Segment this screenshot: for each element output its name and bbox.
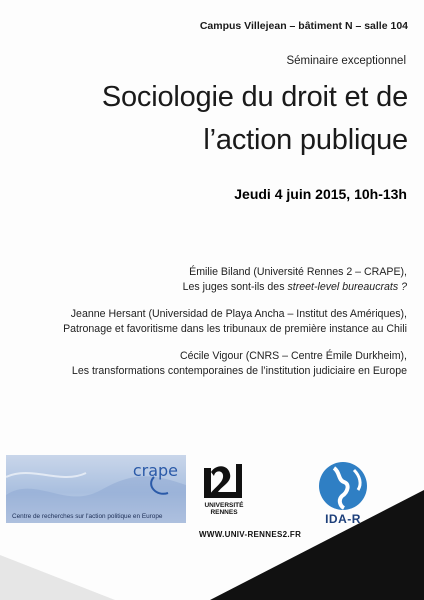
- talk-item: [63, 349, 407, 379]
- rennes2-mark-icon: [202, 462, 246, 500]
- title-line-2: l’action publique: [203, 124, 408, 156]
- talk-item: [63, 265, 407, 295]
- talk-title: Les transformations contemporaines de l’institution judiciaire en Europe: [71, 365, 407, 377]
- university-rennes2-logo: [198, 462, 258, 522]
- talk-title: Patronage et favoritisme dans les tribunaux de première instance au Chili: [63, 323, 407, 335]
- globe-icon: [304, 460, 382, 512]
- university-name: [198, 502, 250, 516]
- talk-speaker: Cécile Vigour (CNRS – Centre Émile Durkheim),: [179, 350, 407, 362]
- page-title: [102, 76, 408, 162]
- university-line-1: UNIVERSITÉ: [204, 502, 244, 509]
- talk-title-italic: street-level bureaucrats ?: [287, 281, 407, 293]
- crape-logo: [6, 455, 186, 523]
- crape-subtitle: Centre de recherches sur l'action politique en Europe: [12, 513, 163, 520]
- ida-r-wordmark: IDA-R: [325, 512, 361, 526]
- location-line: Campus Villejean – bâtiment N – salle 104: [199, 20, 408, 32]
- university-line-2: RENNES: [210, 509, 238, 516]
- talk-title: [63, 280, 407, 295]
- title-line-1: Sociologie du droit et de: [101, 81, 408, 113]
- event-date: Jeudi 4 juin 2015, 10h-13h: [234, 186, 407, 202]
- talk-item: [63, 307, 407, 337]
- seminar-subtitle: Séminaire exceptionnel: [286, 55, 406, 67]
- talk-speaker: Émilie Biland (Université Rennes 2 – CRAPE),: [189, 266, 407, 278]
- talk-title-prefix: Les juges sont-ils des: [182, 281, 288, 293]
- ida-r-logo: [304, 460, 382, 530]
- talk-speaker: Jeanne Hersant (Universidad de Playa Ancha – Institut des Amériques),: [70, 308, 407, 320]
- talk-list: [63, 265, 407, 391]
- crape-wordmark: crape: [132, 461, 178, 480]
- university-url: WWW.UNIV-RENNES2.FR: [199, 530, 302, 539]
